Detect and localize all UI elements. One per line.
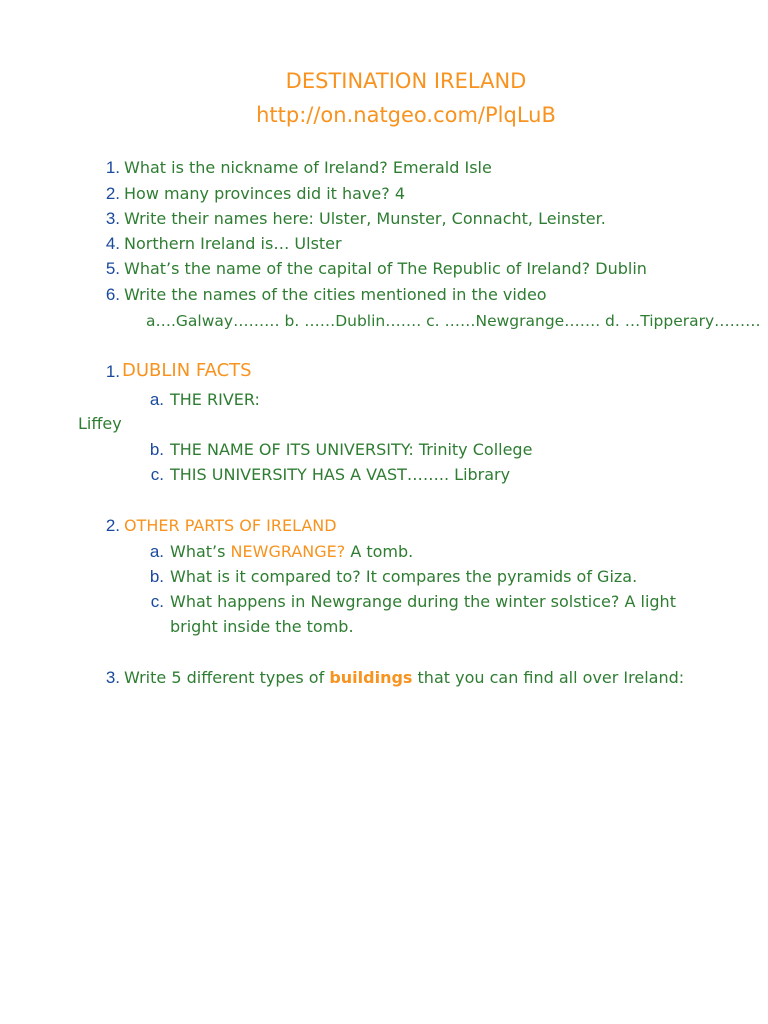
page-title: DESTINATION IRELAND — [285, 69, 527, 93]
buildings-highlight: buildings — [329, 668, 413, 687]
question-text: How many provinces did it have? 4 — [124, 184, 406, 203]
question-text: Write their names here: Ulster, Munster, Connacht, Leinster. — [124, 209, 606, 228]
buildings-question — [124, 668, 684, 688]
question-number: 5. — [105, 259, 120, 278]
question-number: 4. — [105, 234, 120, 253]
buildings-suffix: that you can find all over Ireland: — [412, 668, 685, 687]
question-text: Northern Ireland is… Ulster — [124, 234, 342, 253]
item-letter: b. — [149, 440, 164, 459]
item-text: THIS UNIVERSITY HAS A VAST…….. Library — [170, 465, 511, 484]
item-text: What is it compared to? It compares the pyramids of Giza. — [170, 567, 638, 586]
section-heading-other-parts: OTHER PARTS OF IRELAND — [124, 516, 337, 535]
buildings-prefix: Write 5 different types of — [124, 668, 330, 687]
item-text-suffix: A tomb. — [345, 542, 414, 561]
item-text-newgrange — [170, 542, 413, 562]
question-text: Write the names of the cities mentioned in the video — [124, 285, 547, 304]
item-letter: a. — [149, 390, 164, 409]
section-heading-dublin-facts: DUBLIN FACTS — [122, 360, 252, 381]
section-number: 1. — [105, 362, 120, 381]
title-link: http://on.natgeo.com/PlqLuB — [256, 103, 556, 127]
question-number: 1. — [105, 158, 120, 177]
newgrange-highlight: NEWGRANGE? — [230, 542, 346, 561]
item-text-continued: bright inside the tomb. — [170, 617, 354, 636]
section-number: 3. — [105, 668, 120, 687]
item-text: THE RIVER: — [170, 390, 260, 409]
section-number: 2. — [105, 516, 120, 535]
item-text: THE NAME OF ITS UNIVERSITY: Trinity College — [170, 440, 533, 459]
cities-answer-line: a….Galway……… b. ……Dublin……. c. ……Newgrange……. d. …Tipperary……… — [146, 312, 761, 330]
question-number: 2. — [105, 184, 120, 203]
question-text: What is the nickname of Ireland? Emerald Isle — [124, 158, 492, 177]
item-text-prefix: What’s — [170, 542, 231, 561]
item-letter: c. — [150, 592, 164, 611]
item-letter: a. — [149, 542, 164, 561]
item-letter: b. — [149, 567, 164, 586]
item-letter: c. — [150, 465, 164, 484]
question-number: 6. — [105, 285, 120, 304]
question-text: What’s the name of the capital of The Republic of Ireland? Dublin — [124, 259, 647, 278]
item-text: What happens in Newgrange during the winter solstice? A light — [170, 592, 676, 611]
question-number: 3. — [105, 209, 120, 228]
river-answer: Liffey — [78, 414, 122, 433]
